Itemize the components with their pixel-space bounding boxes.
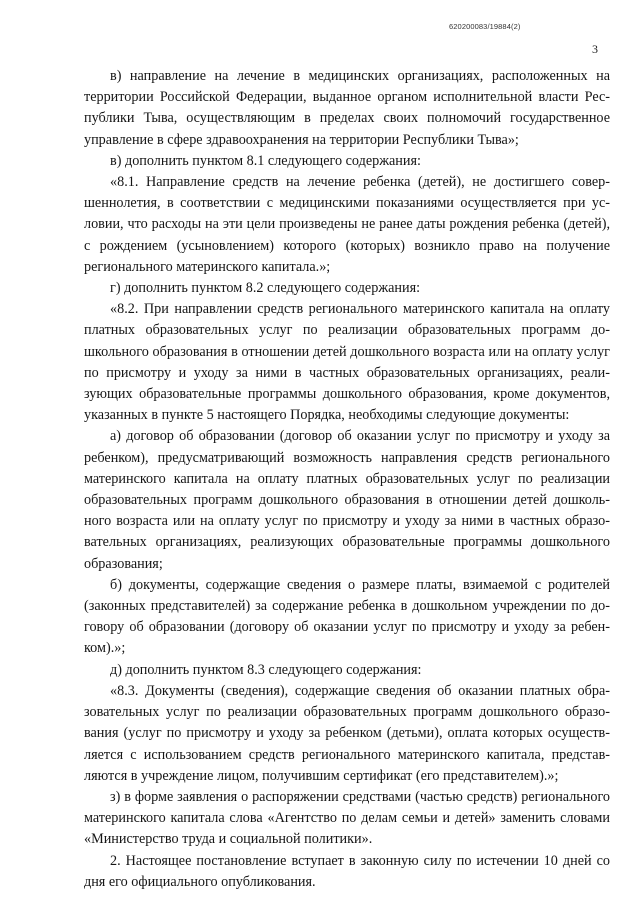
paragraph-2-effective: 2. Настоящее постановление вступает в законную силу по истечении 10 дней со дня его официального опубликования. [84,852,610,890]
paragraph-a-contract: а) договор об образовании (договор об оказании услуг по присмотру и уходу за ребенком), предусматривающий возможность направления средств регионального материнского капитала на оплату платных образовательных услуг по реализации образовательных программ дошкольного образования в отношении детей дошкольного возраста или на оплату услуг по присмотру и уходу за ними в частных образовательных организациях, реализующих образовательные программы дошкольного образования; [84,428,610,572]
paragraph-add-8-2: г) дополнить пунктом 8.2 следующего содержания: [110,280,421,297]
document-id: 620200083/19884(2) [449,22,521,31]
paragraph-8-1: «8.1. Направление средств на лечение ребенка (детей), не достигшего совершеннолетия, в соответствии с медицинскими показаниями осуществляется при условии, что расходы на эти цели произведены не ранее даты рождения ребенка (детей), с рождением (усыновлением) которого (которых) возникло право на получение регионального материнского капитала.»; [84,174,610,275]
paragraph-add-8-3: д) дополнить пунктом 8.3 следующего содержания: [110,661,422,678]
paragraph-v-referral: в) направление на лечение в медицинских организациях, расположенных на территории Российской Федерации, выданное органом исполнительной власти Республики Тыва, осуществляющим в пределах своих полномочий государственное управление в сфере здравоохранения на территории Республики Тыва»; [84,68,610,148]
paragraph-add-8-1: в) дополнить пунктом 8.1 следующего содержания: [110,152,421,169]
document-body [84,66,610,893]
paragraph-z-form: з) в форме заявления о распоряжении средствами (частью средств) регионального материнского капитала слова «Агентство по делам семьи и детей» заменить словами «Министерство труда и социальной политики». [84,788,610,848]
paragraph-8-2: «8.2. При направлении средств регионального материнского капитала на оплату платных образовательных услуг по реализации образовательных программ дошкольного образования в отношении детей дошкольного возраста или на оплату услуг по присмотру и уходу за ними в частных образовательных организациях, реализующих образовательные программы дошкольного образования, кроме документов, указанных в пункте 5 настоящего Порядка, необходимы следующие документы: [84,301,610,424]
paragraph-8-3: «8.3. Документы (сведения), содержащие сведения об оказании платных образовательных услуг по реализации образовательных программ дошкольного образования (услуг по присмотру и уходу за ребенком (детьми), оплата которых осуществляется с использованием средств регионального материнского капитала, представляются в учреждение лицом, получившим сертификат (его представителем).»; [84,682,610,784]
page-number: 3 [592,42,598,56]
paragraph-b-documents: б) документы, содержащие сведения о размере платы, взимаемой с родителей (законных представителей) за содержание ребенка в дошкольном учреждении по договору об образовании (договору об оказании услуг по присмотру и уходу за ребенком).»; [84,576,610,657]
